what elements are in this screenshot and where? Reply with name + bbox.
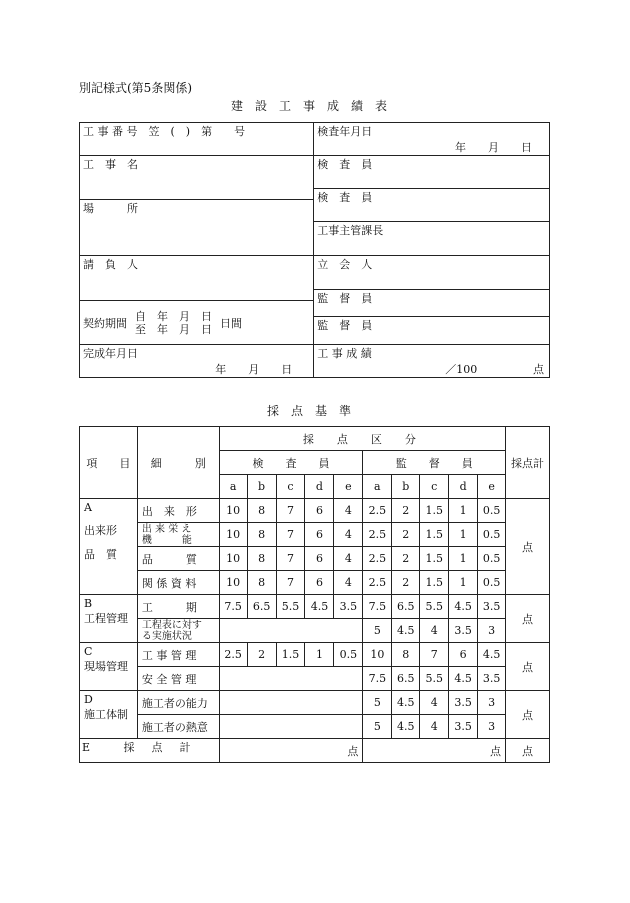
record-table <box>79 122 550 378</box>
supervisor-score: 5.5 <box>420 667 449 691</box>
inspector-grade-b: b <box>247 475 276 499</box>
supervisor-score: 7.5 <box>363 667 392 691</box>
contract-from: 自 年 月 日 <box>135 309 212 323</box>
inspector-score: 8 <box>247 523 276 547</box>
total-row <box>80 739 550 763</box>
witness-cell <box>314 256 550 290</box>
witness-label: 立 会 人 <box>317 258 373 271</box>
supervisor-score: 5 <box>363 619 392 643</box>
detail-header: 細 別 <box>137 427 219 499</box>
work-name-label: 工 事 名 <box>83 158 138 171</box>
supervisor-score: 1.5 <box>420 499 449 523</box>
total-row-label: 採 点 計 <box>123 741 194 754</box>
supervisor-score: 2.5 <box>363 547 392 571</box>
rubric-row <box>80 499 550 523</box>
section-total: 点 <box>506 691 550 739</box>
row-label: 施工者の能力 <box>137 691 219 715</box>
section-total: 点 <box>506 595 550 643</box>
supervisor-score: 3.5 <box>478 667 506 691</box>
supervisor-score: 3 <box>478 715 506 739</box>
category-header: 採 点 区 分 <box>219 427 505 451</box>
total-inspector-unit: 点 <box>347 744 359 758</box>
supervisor-score: 0.5 <box>478 547 506 571</box>
inspector-score: 7 <box>276 547 305 571</box>
supervisor-score: 6.5 <box>392 667 420 691</box>
total-row-label-cell <box>80 739 220 763</box>
row-label: 関 係 資 料 <box>137 571 219 595</box>
supervisor-score: 0.5 <box>478 571 506 595</box>
rubric-table <box>79 426 550 763</box>
grade-score-out-of: ／100 <box>445 363 478 376</box>
inspector-score: 3.5 <box>334 595 363 619</box>
total-row-code: E <box>82 741 91 754</box>
supervisor-score: 7 <box>420 643 449 667</box>
supervisor-score: 4 <box>420 691 449 715</box>
contractor-cell <box>80 256 314 301</box>
inspector-score: 8 <box>247 571 276 595</box>
grade-point-unit: 点 <box>533 363 544 376</box>
inspection-date-cell <box>314 123 550 156</box>
inspector-score: 8 <box>247 547 276 571</box>
supervisor-score: 1 <box>449 499 478 523</box>
inspector-score: 4 <box>334 571 363 595</box>
supervisor-score: 5.5 <box>420 595 449 619</box>
inspector-score: 6 <box>305 499 334 523</box>
supervisor-score: 2.5 <box>363 499 392 523</box>
inspector-score: 10 <box>219 523 247 547</box>
supervisor-score: 2.5 <box>363 523 392 547</box>
inspector-score: 10 <box>219 499 247 523</box>
inspector-score: 8 <box>247 499 276 523</box>
section-name: 工程管理 <box>84 612 128 625</box>
supervisor-score: 3.5 <box>449 715 478 739</box>
inspector-score: 6 <box>305 523 334 547</box>
inspector-score: 2.5 <box>219 643 247 667</box>
work-name-cell <box>80 156 314 200</box>
rubric-row <box>80 691 550 715</box>
inspection-date-label: 検査年月日 <box>317 125 373 138</box>
inspector-score: 4 <box>334 523 363 547</box>
inspector-score: 7 <box>276 523 305 547</box>
supervisor-score: 2 <box>392 547 420 571</box>
completion-value: 年 月 日 <box>215 363 293 376</box>
section-code: D <box>84 693 93 706</box>
work-number-cell <box>80 123 314 156</box>
rubric-row <box>80 571 550 595</box>
completion-cell <box>80 345 314 378</box>
section-total: 点 <box>506 499 550 595</box>
grade-label: 工 事 成 績 <box>317 347 372 360</box>
supervisor-score: 3 <box>478 691 506 715</box>
supervisor-score: 4 <box>420 619 449 643</box>
chief-label: 工事主管課長 <box>317 224 384 237</box>
section-cell <box>80 595 138 643</box>
supervisor-score: 1 <box>449 547 478 571</box>
inspector-score: 6 <box>305 571 334 595</box>
section-cell <box>80 499 138 595</box>
inspector-score: 0.5 <box>334 643 363 667</box>
inspector-label-2: 検 査 員 <box>317 191 373 204</box>
supervisor-score: 5 <box>363 715 392 739</box>
work-number-label: 工 事 番 号 笠 ( ) 第 号 <box>83 125 246 138</box>
total-header: 採点計 <box>506 427 550 499</box>
row-label: 品 質 <box>137 547 219 571</box>
inspection-date-value: 年 月 日 <box>455 141 532 154</box>
form-title: 建設工事成績表 <box>230 99 399 113</box>
inspector-score: 4 <box>334 499 363 523</box>
inspector-cell-1 <box>314 156 550 189</box>
inspector-score: 6 <box>305 547 334 571</box>
section-code: C <box>84 645 93 658</box>
rubric-row <box>80 667 550 691</box>
inspector-grade-c: c <box>276 475 305 499</box>
row-label: 安 全 管 理 <box>137 667 219 691</box>
supervisor-grade-b: b <box>392 475 420 499</box>
supervisor-cell-1 <box>314 290 550 317</box>
inspector-cell-2 <box>314 189 550 222</box>
supervisor-score: 2 <box>392 571 420 595</box>
supervisor-grade-c: c <box>420 475 449 499</box>
section-name: 現場管理 <box>84 660 128 673</box>
supervisor-grade-d: d <box>449 475 478 499</box>
total-inspector-cell <box>219 739 363 763</box>
inspector-score-empty <box>219 667 363 691</box>
rubric-row <box>80 643 550 667</box>
inspector-score: 10 <box>219 547 247 571</box>
inspector-score: 4 <box>334 547 363 571</box>
supervisor-score: 2 <box>392 523 420 547</box>
supervisor-score: 1.5 <box>420 571 449 595</box>
supervisor-label-1: 監 督 員 <box>317 292 373 305</box>
section-name: 施工体制 <box>84 708 128 721</box>
section-cell <box>80 691 138 739</box>
supervisor-score: 5 <box>363 691 392 715</box>
section-cell <box>80 643 138 691</box>
supervisor-grade-e: e <box>478 475 506 499</box>
inspector-grade-a: a <box>219 475 247 499</box>
supervisor-score: 7.5 <box>363 595 392 619</box>
rubric-row <box>80 715 550 739</box>
supervisor-score: 4.5 <box>392 715 420 739</box>
supervisor-score: 1 <box>449 523 478 547</box>
inspector-score: 5.5 <box>276 595 305 619</box>
inspector-grade-e: e <box>334 475 363 499</box>
supervisor-score: 0.5 <box>478 523 506 547</box>
total-supervisor-cell <box>363 739 506 763</box>
inspector-header: 検 査 員 <box>219 451 363 475</box>
total-supervisor-unit: 点 <box>490 744 502 758</box>
rubric-row <box>80 547 550 571</box>
rubric-row <box>80 619 550 643</box>
inspector-score: 1.5 <box>276 643 305 667</box>
supervisor-score: 1 <box>449 571 478 595</box>
rubric-row <box>80 595 550 619</box>
supervisor-cell-2 <box>314 317 550 345</box>
inspector-score-empty <box>219 691 363 715</box>
inspector-score-empty <box>219 715 363 739</box>
inspector-label-1: 検 査 員 <box>317 158 373 171</box>
inspector-score: 1 <box>305 643 334 667</box>
supervisor-score: 3.5 <box>478 595 506 619</box>
supervisor-score: 10 <box>363 643 392 667</box>
row-label: 工 期 <box>137 595 219 619</box>
inspector-score: 2 <box>247 643 276 667</box>
supervisor-score: 6.5 <box>392 595 420 619</box>
inspector-score: 7.5 <box>219 595 247 619</box>
inspector-score: 6.5 <box>247 595 276 619</box>
row-label: 出 来 栄 え 機 能 <box>137 523 219 547</box>
supervisor-score: 8 <box>392 643 420 667</box>
contract-period-cell <box>80 301 314 345</box>
contractor-label: 請 負 人 <box>83 258 138 271</box>
supervisor-score: 4.5 <box>449 667 478 691</box>
form-caption: 別記様式(第5条関係) <box>79 81 192 95</box>
completion-label: 完成年月日 <box>83 347 138 360</box>
inspector-score: 10 <box>219 571 247 595</box>
supervisor-score: 4.5 <box>478 643 506 667</box>
inspector-score: 4.5 <box>305 595 334 619</box>
row-label: 工 事 管 理 <box>137 643 219 667</box>
location-label: 場 所 <box>83 202 138 215</box>
supervisor-score: 1.5 <box>420 523 449 547</box>
total-grand-unit: 点 <box>522 744 534 758</box>
contract-days-label: 日間 <box>220 316 242 330</box>
section-name: 品 質 <box>84 548 117 561</box>
supervisor-score: 4.5 <box>392 691 420 715</box>
row-label: 施工者の熱意 <box>137 715 219 739</box>
chief-cell <box>314 222 550 256</box>
location-cell <box>80 200 314 256</box>
supervisor-score: 3 <box>478 619 506 643</box>
total-grand-cell <box>506 739 550 763</box>
supervisor-score: 0.5 <box>478 499 506 523</box>
grade-cell <box>314 345 550 378</box>
inspector-score-empty <box>219 619 363 643</box>
supervisor-score: 3.5 <box>449 619 478 643</box>
contract-period-label: 契約期間 <box>83 316 127 330</box>
supervisor-score: 4.5 <box>449 595 478 619</box>
row-label: 出 来 形 <box>137 499 219 523</box>
inspector-score: 7 <box>276 571 305 595</box>
item-header: 項 目 <box>80 427 138 499</box>
rubric-title: 採点基準 <box>266 404 363 418</box>
inspector-score: 7 <box>276 499 305 523</box>
contract-to: 至 年 月 日 <box>135 322 212 336</box>
section-code: A <box>84 501 92 514</box>
supervisor-score: 4.5 <box>392 619 420 643</box>
section-name: 出来形 <box>84 524 117 537</box>
supervisor-score: 2 <box>392 499 420 523</box>
section-total: 点 <box>506 643 550 691</box>
supervisor-score: 2.5 <box>363 571 392 595</box>
row-label: 工程表に対す る実施状況 <box>137 619 219 643</box>
supervisor-score: 1.5 <box>420 547 449 571</box>
supervisor-grade-a: a <box>363 475 392 499</box>
supervisor-score: 3.5 <box>449 691 478 715</box>
supervisor-header: 監 督 員 <box>363 451 506 475</box>
section-code: B <box>84 597 93 610</box>
supervisor-score: 6 <box>449 643 478 667</box>
rubric-row <box>80 523 550 547</box>
supervisor-label-2: 監 督 員 <box>317 319 373 332</box>
supervisor-score: 4 <box>420 715 449 739</box>
inspector-grade-d: d <box>305 475 334 499</box>
